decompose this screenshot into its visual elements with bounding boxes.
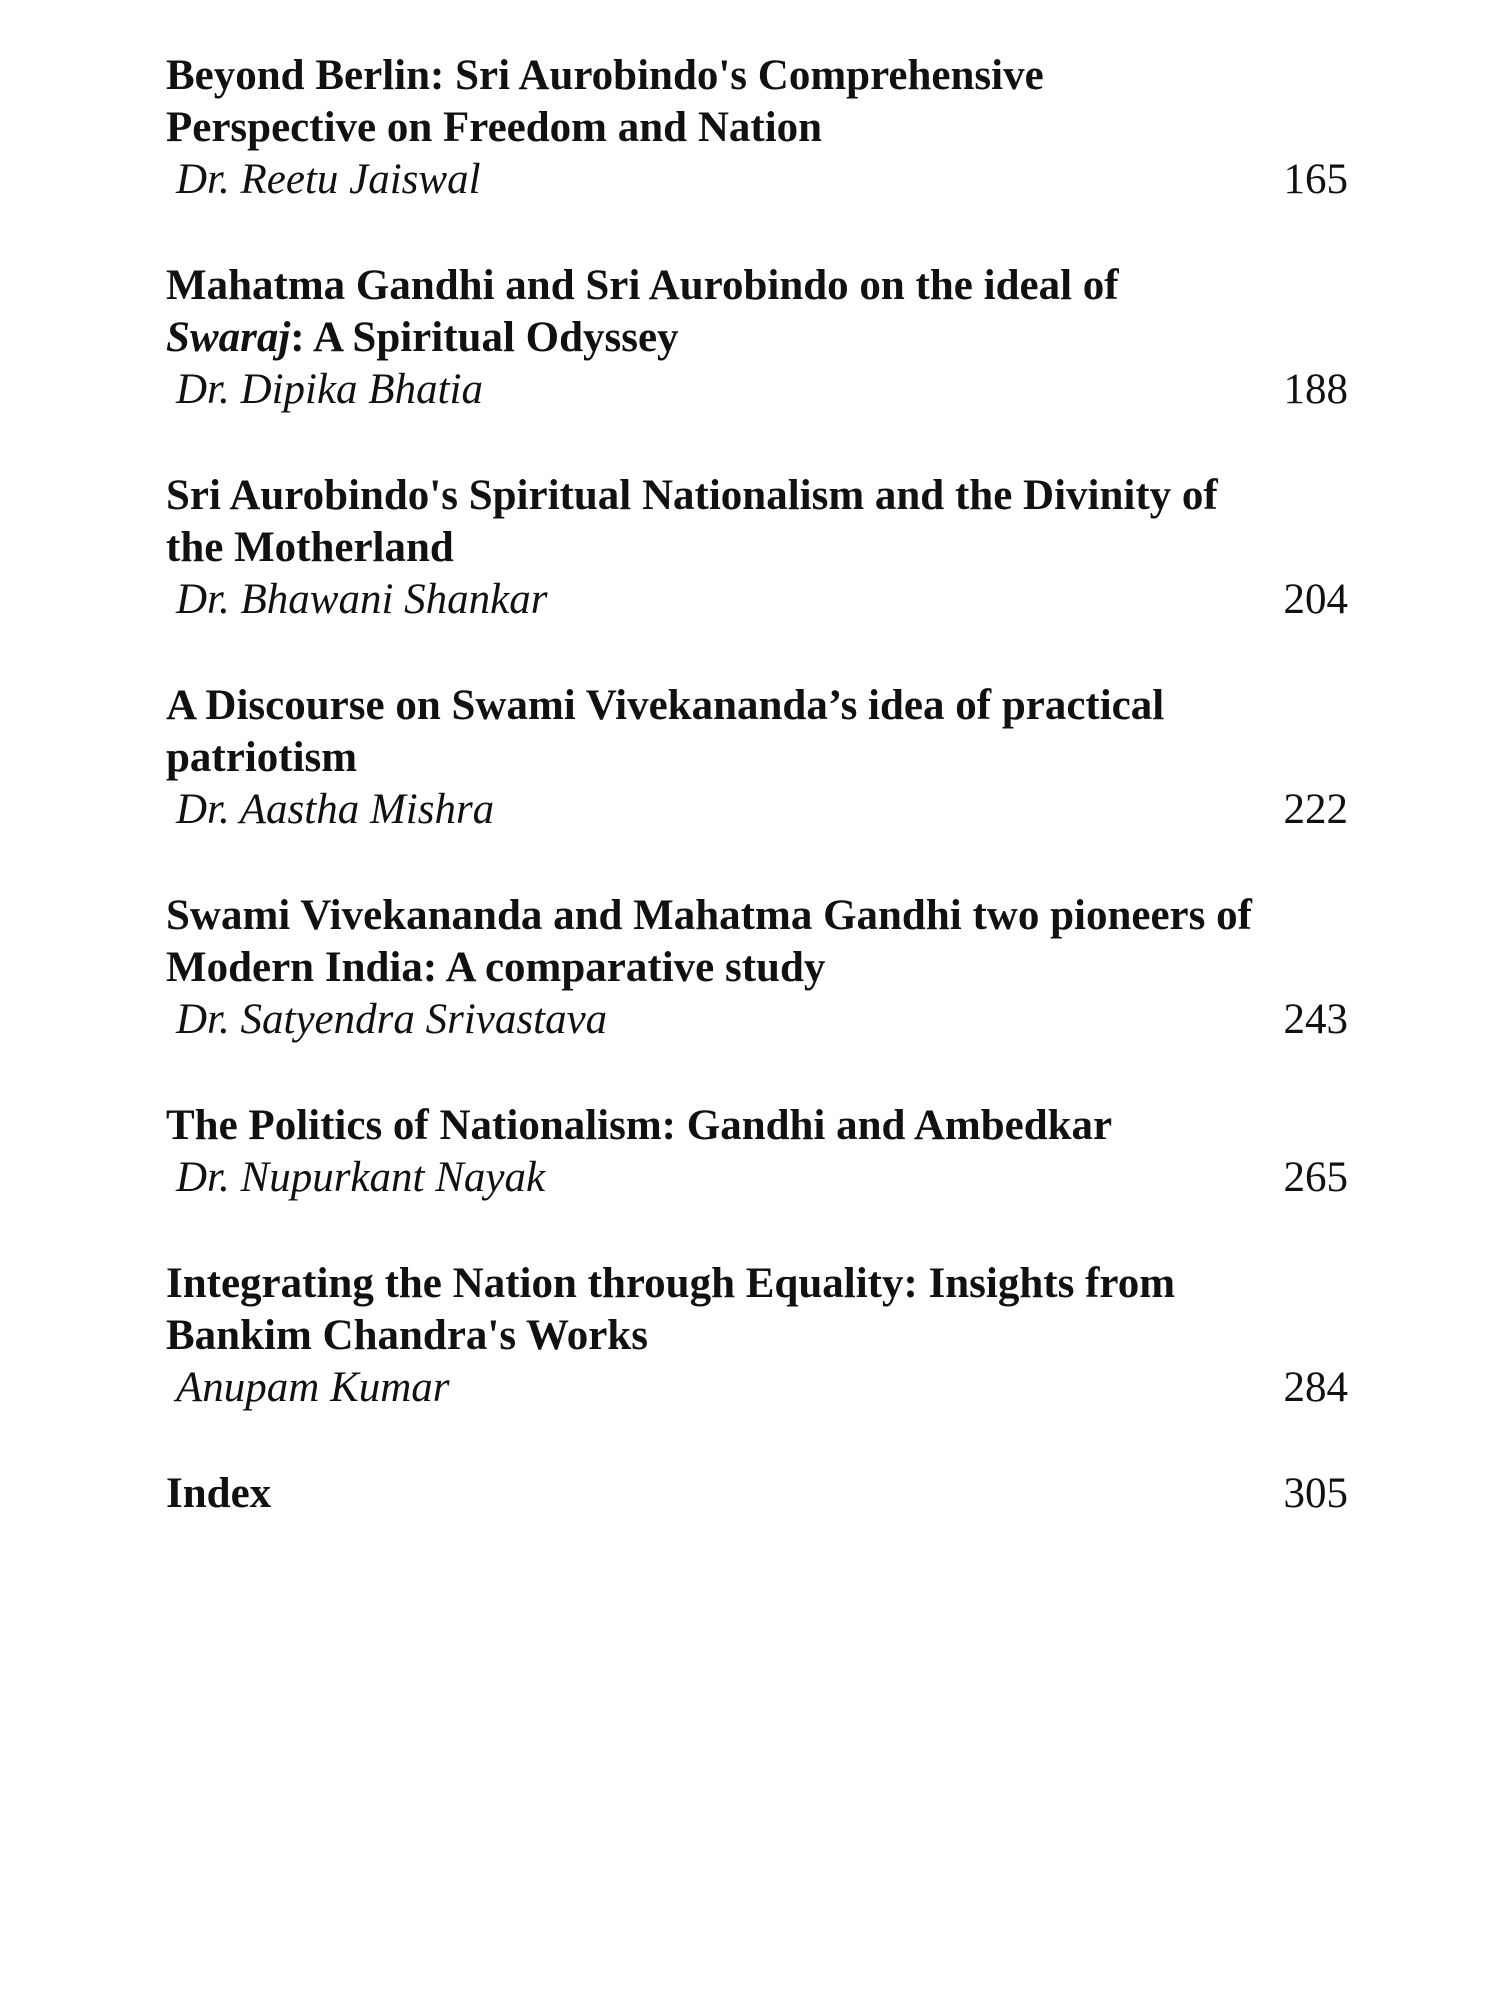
page-number: 243 — [1283, 996, 1348, 1043]
toc-entry — [166, 260, 1496, 416]
chapter-author: Dr. Aastha Mishra — [176, 786, 495, 833]
chapter-title: A Discourse on Swami Vivekananda’s idea of practical — [166, 682, 1165, 729]
chapter-author: Dr. Nupurkant Nayak — [176, 1154, 546, 1201]
author-row — [166, 1362, 1348, 1414]
page-number: 165 — [1283, 156, 1348, 203]
index-label: Index — [166, 1470, 272, 1517]
page-number: 265 — [1283, 1154, 1348, 1201]
chapter-title: The Politics of Nationalism: Gandhi and Ambedkar — [166, 1102, 1113, 1149]
chapter-title-italic: Swaraj — [166, 314, 291, 361]
chapter-title: Perspective on Freedom and Nation — [166, 104, 823, 151]
page-number: 188 — [1283, 366, 1348, 413]
chapter-title: Sri Aurobindo's Spiritual Nationalism and the Divinity of — [166, 472, 1218, 519]
toc-entry — [166, 50, 1496, 206]
chapter-author: Dr. Reetu Jaiswal — [176, 156, 481, 203]
chapter-title: Modern India: A comparative study — [166, 944, 826, 991]
chapter-author: Dr. Satyendra Srivastava — [176, 996, 608, 1043]
author-row — [166, 364, 1348, 416]
author-row — [166, 994, 1348, 1046]
chapter-title: Bankim Chandra's Works — [166, 1312, 648, 1359]
toc-index-entry — [166, 1468, 1348, 1520]
chapter-title: Mahatma Gandhi and Sri Aurobindo on the ideal of — [166, 262, 1119, 309]
toc-entry — [166, 470, 1496, 626]
chapter-title — [166, 312, 1496, 364]
index-page-number: 305 — [1283, 1470, 1348, 1517]
chapter-title: the Motherland — [166, 524, 454, 571]
page-number: 222 — [1283, 786, 1348, 833]
chapter-author: Anupam Kumar — [176, 1364, 450, 1411]
author-row — [166, 574, 1348, 626]
table-of-contents — [166, 50, 1496, 1520]
author-row — [166, 154, 1348, 206]
toc-entry — [166, 1258, 1496, 1414]
toc-entry — [166, 680, 1496, 836]
page-number: 284 — [1283, 1364, 1348, 1411]
chapter-title: patriotism — [166, 734, 358, 781]
toc-entry — [166, 890, 1496, 1046]
author-row — [166, 784, 1348, 836]
chapter-title: Swami Vivekananda and Mahatma Gandhi two pioneers of — [166, 892, 1252, 939]
author-row — [166, 1152, 1348, 1204]
page-number: 204 — [1283, 576, 1348, 623]
chapter-title: Beyond Berlin: Sri Aurobindo's Comprehensive — [166, 52, 1044, 99]
chapter-title-rest: : A Spiritual Odyssey — [290, 314, 679, 361]
chapter-title: Integrating the Nation through Equality: Insights from — [166, 1260, 1176, 1307]
chapter-author: Dr. Dipika Bhatia — [176, 366, 483, 413]
toc-entry — [166, 1100, 1496, 1204]
chapter-author: Dr. Bhawani Shankar — [176, 576, 548, 623]
